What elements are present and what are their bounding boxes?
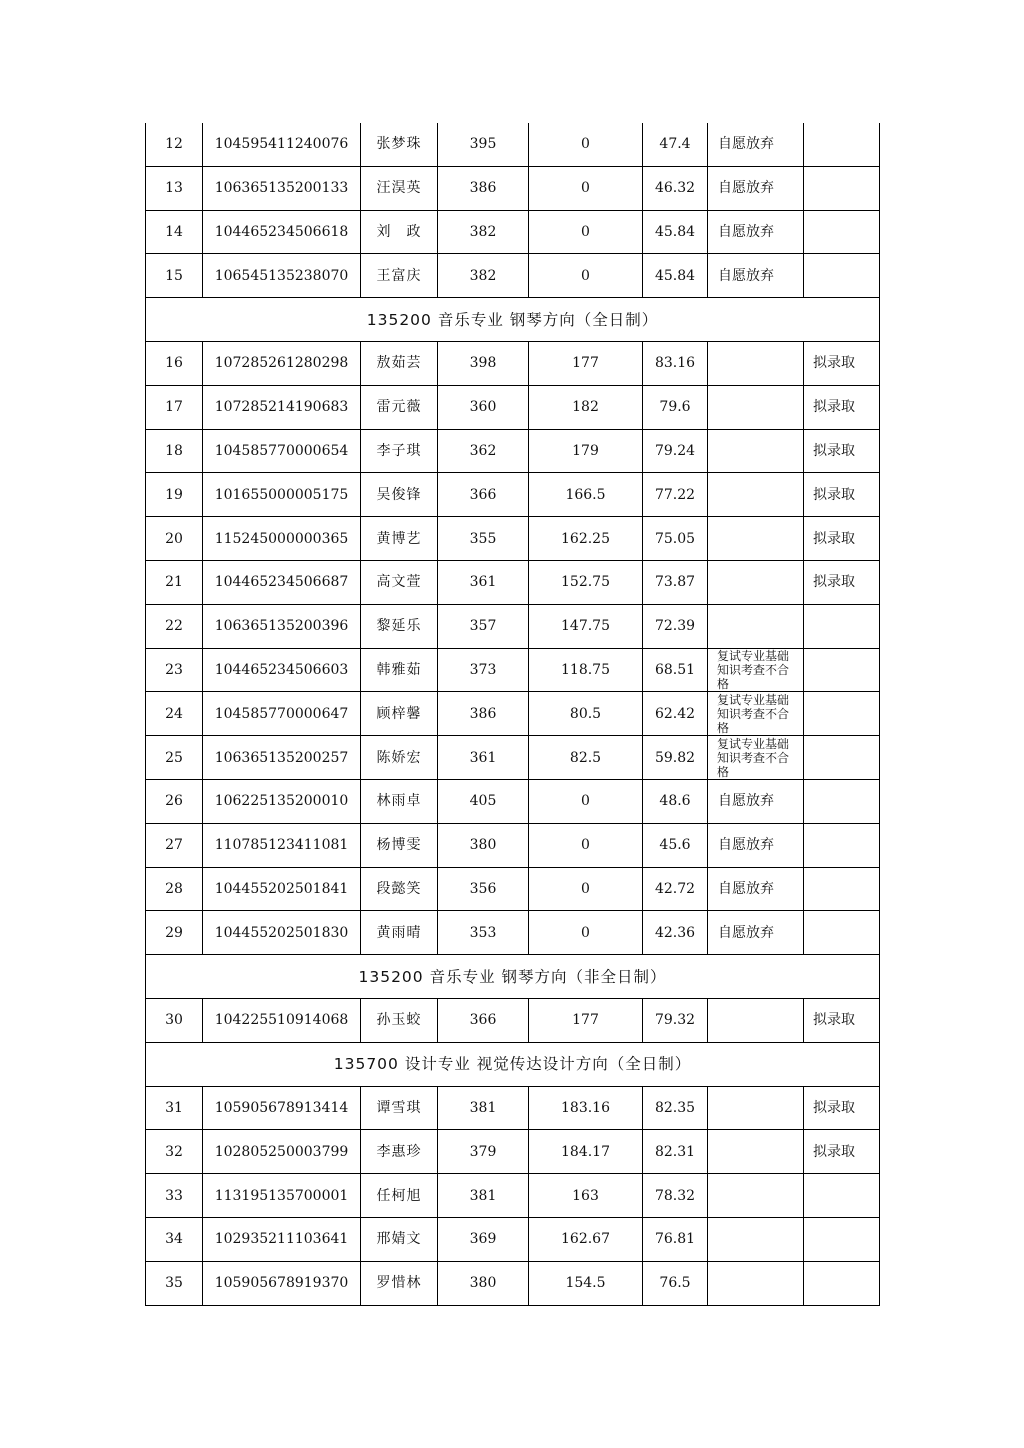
cell-serial-number: 16 xyxy=(146,341,203,385)
cell-admission-result xyxy=(804,779,880,823)
cell-total-score: 45.84 xyxy=(643,254,708,298)
cell-candidate-name: 邢婧文 xyxy=(361,1217,438,1261)
section-title: 135200 音乐专业 钢琴方向（全日制） xyxy=(146,298,880,342)
cell-candidate-id: 104585770000654 xyxy=(203,429,361,473)
cell-candidate-name: 陈娇宏 xyxy=(361,736,438,780)
cell-retest-score: 162.25 xyxy=(529,517,643,561)
cell-candidate-name: 雷元薇 xyxy=(361,385,438,429)
table-row xyxy=(146,517,880,561)
cell-serial-number: 32 xyxy=(146,1130,203,1174)
cell-retest-score: 179 xyxy=(529,429,643,473)
cell-candidate-id: 104595411240076 xyxy=(203,123,361,166)
cell-candidate-name: 罗惜林 xyxy=(361,1261,438,1305)
cell-serial-number: 18 xyxy=(146,429,203,473)
cell-total-score: 75.05 xyxy=(643,517,708,561)
table-row xyxy=(146,823,880,867)
cell-admission-result xyxy=(804,867,880,911)
cell-candidate-id: 105905678913414 xyxy=(203,1086,361,1130)
cell-initial-score: 386 xyxy=(438,692,529,736)
cell-admission-result: 拟录取 xyxy=(804,385,880,429)
section-header-row xyxy=(146,955,880,999)
cell-admission-result xyxy=(804,692,880,736)
cell-remark xyxy=(708,385,804,429)
cell-admission-result xyxy=(804,210,880,254)
cell-candidate-id: 106225135200010 xyxy=(203,779,361,823)
table-row xyxy=(146,998,880,1042)
cell-retest-score: 0 xyxy=(529,911,643,955)
table-row xyxy=(146,166,880,210)
cell-remark xyxy=(708,998,804,1042)
cell-total-score: 76.81 xyxy=(643,1217,708,1261)
cell-serial-number: 27 xyxy=(146,823,203,867)
cell-candidate-name: 王富庆 xyxy=(361,254,438,298)
cell-retest-score: 166.5 xyxy=(529,473,643,517)
cell-remark: 复试专业基础知识考查不合格 xyxy=(708,692,804,736)
cell-candidate-id: 106365135200396 xyxy=(203,604,361,648)
cell-candidate-id: 107285261280298 xyxy=(203,341,361,385)
cell-total-score: 77.22 xyxy=(643,473,708,517)
cell-total-score: 45.84 xyxy=(643,210,708,254)
cell-total-score: 82.31 xyxy=(643,1130,708,1174)
cell-remark xyxy=(708,1130,804,1174)
cell-remark xyxy=(708,473,804,517)
cell-remark: 自愿放弃 xyxy=(708,911,804,955)
table-row xyxy=(146,341,880,385)
section-header-row xyxy=(146,298,880,342)
cell-admission-result xyxy=(804,604,880,648)
cell-total-score: 42.72 xyxy=(643,867,708,911)
cell-initial-score: 360 xyxy=(438,385,529,429)
cell-retest-score: 0 xyxy=(529,254,643,298)
cell-serial-number: 31 xyxy=(146,1086,203,1130)
cell-serial-number: 29 xyxy=(146,911,203,955)
cell-initial-score: 361 xyxy=(438,736,529,780)
cell-initial-score: 382 xyxy=(438,210,529,254)
table-row xyxy=(146,254,880,298)
cell-candidate-name: 李惠珍 xyxy=(361,1130,438,1174)
cell-remark xyxy=(708,341,804,385)
cell-remark: 自愿放弃 xyxy=(708,779,804,823)
cell-remark: 复试专业基础知识考查不合格 xyxy=(708,648,804,692)
cell-candidate-id: 115245000000365 xyxy=(203,517,361,561)
cell-admission-result: 拟录取 xyxy=(804,341,880,385)
cell-retest-score: 0 xyxy=(529,166,643,210)
cell-admission-result: 拟录取 xyxy=(804,429,880,473)
cell-remark: 自愿放弃 xyxy=(708,166,804,210)
cell-serial-number: 23 xyxy=(146,648,203,692)
cell-retest-score: 177 xyxy=(529,998,643,1042)
cell-serial-number: 35 xyxy=(146,1261,203,1305)
cell-serial-number: 26 xyxy=(146,779,203,823)
cell-remark xyxy=(708,604,804,648)
cell-admission-result: 拟录取 xyxy=(804,473,880,517)
table-row xyxy=(146,648,880,692)
table-row xyxy=(146,560,880,604)
cell-total-score: 79.24 xyxy=(643,429,708,473)
cell-candidate-id: 104455202501830 xyxy=(203,911,361,955)
cell-candidate-id: 106365135200257 xyxy=(203,736,361,780)
section-title: 135700 设计专业 视觉传达设计方向（全日制） xyxy=(146,1042,880,1086)
cell-serial-number: 21 xyxy=(146,560,203,604)
cell-total-score: 62.42 xyxy=(643,692,708,736)
cell-retest-score: 152.75 xyxy=(529,560,643,604)
cell-initial-score: 361 xyxy=(438,560,529,604)
cell-retest-score: 80.5 xyxy=(529,692,643,736)
cell-remark: 自愿放弃 xyxy=(708,210,804,254)
cell-admission-result xyxy=(804,1261,880,1305)
table-row xyxy=(146,779,880,823)
cell-initial-score: 380 xyxy=(438,823,529,867)
cell-admission-result: 拟录取 xyxy=(804,1086,880,1130)
cell-serial-number: 19 xyxy=(146,473,203,517)
cell-candidate-id: 107285214190683 xyxy=(203,385,361,429)
cell-total-score: 68.51 xyxy=(643,648,708,692)
cell-candidate-name: 李子琪 xyxy=(361,429,438,473)
table-row xyxy=(146,1174,880,1218)
cell-total-score: 73.87 xyxy=(643,560,708,604)
cell-candidate-name: 张梦珠 xyxy=(361,123,438,166)
cell-serial-number: 22 xyxy=(146,604,203,648)
table-row xyxy=(146,429,880,473)
cell-candidate-id: 104465234506618 xyxy=(203,210,361,254)
cell-retest-score: 182 xyxy=(529,385,643,429)
cell-candidate-id: 104225510914068 xyxy=(203,998,361,1042)
cell-admission-result: 拟录取 xyxy=(804,517,880,561)
cell-admission-result xyxy=(804,166,880,210)
cell-initial-score: 395 xyxy=(438,123,529,166)
cell-initial-score: 356 xyxy=(438,867,529,911)
cell-initial-score: 353 xyxy=(438,911,529,955)
cell-total-score: 83.16 xyxy=(643,341,708,385)
cell-total-score: 45.6 xyxy=(643,823,708,867)
cell-initial-score: 398 xyxy=(438,341,529,385)
cell-admission-result xyxy=(804,123,880,166)
cell-serial-number: 13 xyxy=(146,166,203,210)
cell-candidate-name: 韩雅茹 xyxy=(361,648,438,692)
cell-admission-result: 拟录取 xyxy=(804,1130,880,1174)
cell-retest-score: 0 xyxy=(529,123,643,166)
table-row xyxy=(146,692,880,736)
cell-remark xyxy=(708,1086,804,1130)
cell-candidate-name: 谭雪琪 xyxy=(361,1086,438,1130)
cell-candidate-name: 汪淏英 xyxy=(361,166,438,210)
table-row xyxy=(146,473,880,517)
cell-admission-result xyxy=(804,911,880,955)
cell-admission-result: 拟录取 xyxy=(804,560,880,604)
cell-admission-result xyxy=(804,1174,880,1218)
table-row xyxy=(146,210,880,254)
cell-total-score: 59.82 xyxy=(643,736,708,780)
cell-total-score: 79.32 xyxy=(643,998,708,1042)
cell-serial-number: 24 xyxy=(146,692,203,736)
cell-serial-number: 12 xyxy=(146,123,203,166)
cell-total-score: 42.36 xyxy=(643,911,708,955)
cell-serial-number: 28 xyxy=(146,867,203,911)
cell-serial-number: 25 xyxy=(146,736,203,780)
cell-serial-number: 14 xyxy=(146,210,203,254)
cell-retest-score: 163 xyxy=(529,1174,643,1218)
cell-initial-score: 386 xyxy=(438,166,529,210)
cell-candidate-name: 杨博雯 xyxy=(361,823,438,867)
cell-retest-score: 184.17 xyxy=(529,1130,643,1174)
cell-initial-score: 380 xyxy=(438,1261,529,1305)
cell-candidate-name: 段懿笑 xyxy=(361,867,438,911)
table-row xyxy=(146,385,880,429)
cell-candidate-name: 吴俊锋 xyxy=(361,473,438,517)
cell-candidate-id: 104585770000647 xyxy=(203,692,361,736)
cell-initial-score: 373 xyxy=(438,648,529,692)
cell-serial-number: 15 xyxy=(146,254,203,298)
table-row xyxy=(146,867,880,911)
table-row xyxy=(146,1086,880,1130)
cell-remark xyxy=(708,429,804,473)
cell-retest-score: 177 xyxy=(529,341,643,385)
cell-total-score: 82.35 xyxy=(643,1086,708,1130)
cell-total-score: 79.6 xyxy=(643,385,708,429)
cell-remark: 自愿放弃 xyxy=(708,823,804,867)
cell-admission-result xyxy=(804,648,880,692)
cell-initial-score: 366 xyxy=(438,473,529,517)
cell-retest-score: 118.75 xyxy=(529,648,643,692)
cell-candidate-name: 敖茹芸 xyxy=(361,341,438,385)
cell-retest-score: 154.5 xyxy=(529,1261,643,1305)
cell-retest-score: 183.16 xyxy=(529,1086,643,1130)
cell-remark: 自愿放弃 xyxy=(708,123,804,166)
cell-admission-result xyxy=(804,254,880,298)
table-row xyxy=(146,1217,880,1261)
cell-total-score: 46.32 xyxy=(643,166,708,210)
cell-initial-score: 357 xyxy=(438,604,529,648)
cell-candidate-id: 106365135200133 xyxy=(203,166,361,210)
cell-remark xyxy=(708,1174,804,1218)
cell-candidate-id: 102935211103641 xyxy=(203,1217,361,1261)
cell-remark xyxy=(708,1217,804,1261)
cell-retest-score: 147.75 xyxy=(529,604,643,648)
cell-candidate-id: 106545135238070 xyxy=(203,254,361,298)
cell-remark: 自愿放弃 xyxy=(708,867,804,911)
cell-candidate-name: 黄雨晴 xyxy=(361,911,438,955)
cell-remark xyxy=(708,517,804,561)
table-row xyxy=(146,1130,880,1174)
cell-candidate-id: 104465234506603 xyxy=(203,648,361,692)
cell-candidate-name: 刘 政 xyxy=(361,210,438,254)
table-row xyxy=(146,736,880,780)
admission-results-table xyxy=(145,123,880,1306)
cell-initial-score: 405 xyxy=(438,779,529,823)
cell-initial-score: 362 xyxy=(438,429,529,473)
table-row xyxy=(146,1261,880,1305)
table-body xyxy=(146,123,880,1305)
section-header-row xyxy=(146,1042,880,1086)
cell-initial-score: 366 xyxy=(438,998,529,1042)
cell-retest-score: 0 xyxy=(529,779,643,823)
cell-initial-score: 379 xyxy=(438,1130,529,1174)
cell-candidate-name: 顾梓馨 xyxy=(361,692,438,736)
cell-admission-result xyxy=(804,736,880,780)
cell-total-score: 78.32 xyxy=(643,1174,708,1218)
cell-candidate-id: 104455202501841 xyxy=(203,867,361,911)
cell-admission-result xyxy=(804,823,880,867)
cell-admission-result xyxy=(804,1217,880,1261)
cell-remark xyxy=(708,560,804,604)
cell-serial-number: 34 xyxy=(146,1217,203,1261)
cell-candidate-name: 黎延乐 xyxy=(361,604,438,648)
cell-retest-score: 0 xyxy=(529,210,643,254)
cell-candidate-name: 黄博艺 xyxy=(361,517,438,561)
cell-initial-score: 381 xyxy=(438,1086,529,1130)
cell-candidate-id: 113195135700001 xyxy=(203,1174,361,1218)
cell-remark: 复试专业基础知识考查不合格 xyxy=(708,736,804,780)
cell-serial-number: 33 xyxy=(146,1174,203,1218)
cell-candidate-id: 102805250003799 xyxy=(203,1130,361,1174)
cell-candidate-name: 林雨卓 xyxy=(361,779,438,823)
cell-serial-number: 20 xyxy=(146,517,203,561)
cell-initial-score: 369 xyxy=(438,1217,529,1261)
cell-candidate-id: 105905678919370 xyxy=(203,1261,361,1305)
cell-retest-score: 162.67 xyxy=(529,1217,643,1261)
cell-initial-score: 355 xyxy=(438,517,529,561)
cell-candidate-id: 110785123411081 xyxy=(203,823,361,867)
table-row xyxy=(146,911,880,955)
cell-retest-score: 82.5 xyxy=(529,736,643,780)
cell-candidate-name: 孙玉蛟 xyxy=(361,998,438,1042)
section-title: 135200 音乐专业 钢琴方向（非全日制） xyxy=(146,955,880,999)
cell-serial-number: 30 xyxy=(146,998,203,1042)
cell-total-score: 47.4 xyxy=(643,123,708,166)
cell-admission-result: 拟录取 xyxy=(804,998,880,1042)
cell-retest-score: 0 xyxy=(529,867,643,911)
cell-candidate-name: 任柯旭 xyxy=(361,1174,438,1218)
table-row xyxy=(146,604,880,648)
cell-candidate-name: 高文萱 xyxy=(361,560,438,604)
table-row xyxy=(146,123,880,166)
cell-remark: 自愿放弃 xyxy=(708,254,804,298)
cell-retest-score: 0 xyxy=(529,823,643,867)
cell-total-score: 72.39 xyxy=(643,604,708,648)
cell-initial-score: 381 xyxy=(438,1174,529,1218)
cell-serial-number: 17 xyxy=(146,385,203,429)
cell-candidate-id: 104465234506687 xyxy=(203,560,361,604)
cell-total-score: 76.5 xyxy=(643,1261,708,1305)
cell-remark xyxy=(708,1261,804,1305)
cell-total-score: 48.6 xyxy=(643,779,708,823)
cell-initial-score: 382 xyxy=(438,254,529,298)
cell-candidate-id: 101655000005175 xyxy=(203,473,361,517)
